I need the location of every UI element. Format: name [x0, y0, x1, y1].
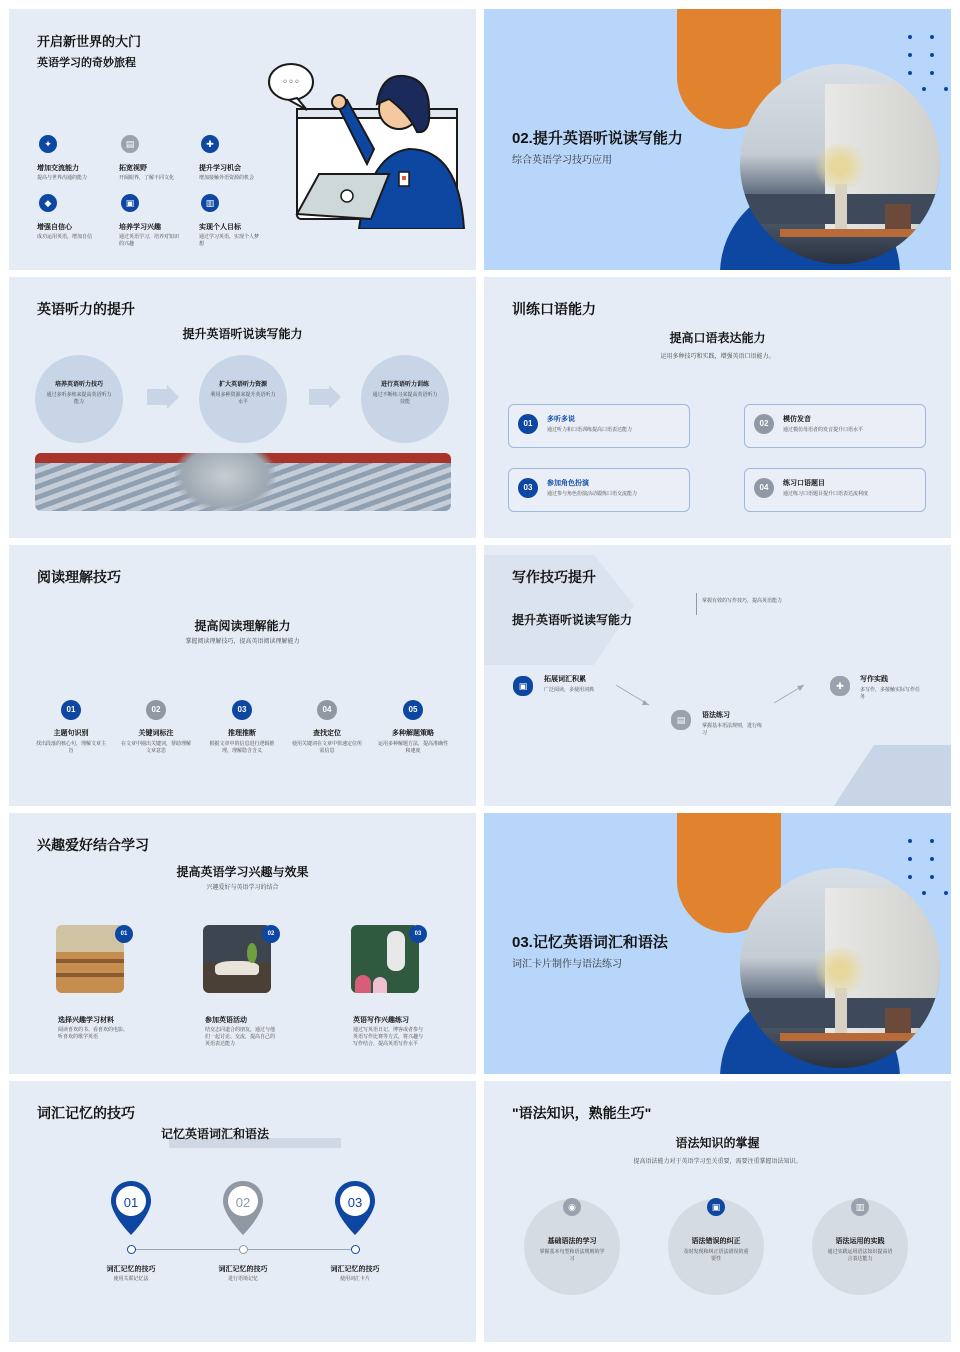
- s1-item-title: 增加交流能力: [37, 165, 79, 172]
- pin-desc: 使用词汇卡片: [339, 1276, 370, 1282]
- step-number: 05: [403, 700, 423, 720]
- slide8-title: 03.记忆英语词汇和语法: [512, 934, 668, 951]
- decor-dot: [930, 857, 934, 861]
- slide-4: [484, 277, 951, 538]
- slide5-desc: 掌握阅读理解技巧，提高英语阅读理解能力: [185, 639, 300, 645]
- clipboard-icon: ▤: [121, 135, 139, 153]
- photo-circle: [740, 64, 940, 264]
- card-title: 参加角色扮演: [547, 480, 589, 487]
- topic-desc: 通过实践运用语法知识提高语言表达能力: [827, 1249, 893, 1262]
- decor-dot: [930, 35, 934, 39]
- step-title: 查找定位: [313, 730, 341, 737]
- slide-7: [9, 813, 476, 1074]
- speech-bubble-dots: ◦◦◦: [282, 77, 300, 88]
- slide6-note: 掌握有效的写作技巧，提高英语能力: [702, 598, 783, 604]
- item-number: 03: [409, 925, 427, 943]
- slide9-title: 词汇记忆的技巧: [37, 1105, 135, 1121]
- step-title: 多种解题策略: [392, 730, 434, 737]
- slide6-subtitle: 提升英语听说读写能力: [512, 613, 633, 627]
- card-title: 多听多说: [547, 416, 575, 423]
- briefcase-icon: ▥: [851, 1198, 869, 1216]
- node-title: 语法练习: [702, 712, 730, 719]
- slide10-subtitle: 语法知识的掌握: [675, 1136, 760, 1150]
- decor-dot: [908, 35, 912, 39]
- timeline-node: [351, 1245, 360, 1254]
- slide-8: [484, 813, 951, 1074]
- slide7-title: 兴趣爱好结合学习: [37, 837, 149, 853]
- decor-dot: [930, 875, 934, 879]
- topic-title: 基础语法的学习: [547, 1238, 597, 1245]
- node-desc: 掌握基本语法规则，进行练习: [702, 723, 763, 736]
- item-number: 02: [262, 925, 280, 943]
- slide-3: [9, 277, 476, 538]
- image-icon: ▣: [513, 676, 533, 696]
- shield-icon: ◆: [39, 194, 57, 212]
- step-desc: 在文章中圈出关键词，帮助理解文章意思: [120, 741, 191, 754]
- step-arrow: [309, 389, 329, 405]
- pin-desc: 进行语境记忆: [227, 1276, 258, 1282]
- pin-title: 词汇记忆的技巧: [218, 1266, 268, 1273]
- book-icon: ▣: [121, 194, 139, 212]
- topic-title: 语法错误的纠正: [691, 1238, 741, 1245]
- step-title: 扩大英语听力资源: [218, 382, 267, 388]
- slide10-title: "语法知识，熟能生巧": [512, 1105, 652, 1121]
- decor-dot: [930, 53, 934, 57]
- printer-icon: ▤: [671, 710, 691, 730]
- slide-1: [9, 9, 476, 270]
- slide7-desc: 兴趣爱好与英语学习的结合: [206, 885, 279, 891]
- photo-circle: [740, 868, 940, 1068]
- item-number: 01: [115, 925, 133, 943]
- chat-icon: ✦: [39, 135, 57, 153]
- pin-number: 03: [347, 1195, 363, 1210]
- decor-dot: [922, 891, 926, 895]
- pin-number: 02: [235, 1195, 251, 1210]
- slide6-title: 写作技巧提升: [512, 569, 596, 585]
- s1-item-title: 提升学习机会: [199, 165, 241, 172]
- document-icon: ▥: [201, 194, 219, 212]
- step-title: 推理推断: [228, 730, 256, 737]
- decor-dot: [944, 891, 948, 895]
- slide8-subtitle: 词汇卡片制作与语法练习: [512, 959, 622, 970]
- step-number: 04: [317, 700, 337, 720]
- s1-item-title: 实现个人目标: [199, 224, 241, 231]
- step-title: 主题句识别: [53, 730, 89, 737]
- slide5-title: 阅读理解技巧: [37, 569, 121, 585]
- step-number: 03: [232, 700, 252, 720]
- slide-10: [484, 1081, 951, 1342]
- item-title: 参加英语活动: [205, 1017, 247, 1024]
- step-desc: 利用多种资源来提升英语听力水平: [210, 392, 276, 405]
- slide-9: [9, 1081, 476, 1342]
- step-number: 01: [61, 700, 81, 720]
- slide2-title: 02.提升英语听说读写能力: [512, 130, 683, 147]
- topic-desc: 及时发现和纠正语法错误的重要性: [683, 1249, 749, 1262]
- item-desc: 阅读喜欢的书、看喜欢的电影、听喜欢的歌学英语: [58, 1027, 129, 1040]
- slide-6: [484, 545, 951, 806]
- card-number: 02: [754, 414, 774, 434]
- decor-dot: [930, 839, 934, 843]
- step-desc: 通过不断练习来提高英语听力技能: [372, 392, 438, 405]
- pin-number: 01: [123, 1195, 139, 1210]
- step-arrow: [147, 389, 167, 405]
- s1-item-desc: 成功运用英语，增加自信: [37, 234, 93, 240]
- topic-desc: 掌握基本句型和语法规则的学习: [539, 1249, 605, 1262]
- card-number: 03: [518, 478, 538, 498]
- timeline-node: [127, 1245, 136, 1254]
- card-desc: 通过练习口语题目提升口语表达流利度: [783, 491, 869, 497]
- slide1-title: 开启新世界的大门: [37, 34, 142, 49]
- decor-dot: [944, 87, 948, 91]
- slide10-desc: 提高语法能力对于英语学习至关重要，需要注重掌握语法知识。: [633, 1159, 802, 1165]
- slide9-subtitle: 记忆英语词汇和语法: [161, 1127, 270, 1141]
- decor-dot: [908, 71, 912, 75]
- step-title: 进行英语听力训练: [380, 382, 429, 388]
- teacher-illustration: [259, 54, 469, 229]
- s1-item-desc: 增加接触外语资源的机会: [199, 175, 255, 181]
- flow-arrows: [484, 545, 951, 806]
- pin-desc: 使用关联记忆法: [113, 1276, 149, 1282]
- step-title: 培养英语听力技巧: [54, 382, 103, 388]
- step-number: 02: [146, 700, 166, 720]
- slide-2: [484, 9, 951, 270]
- node-title: 拓展词汇积累: [544, 676, 586, 683]
- item-title: 英语写作兴趣练习: [353, 1017, 409, 1024]
- slide4-title: 训练口语能力: [512, 301, 596, 317]
- step-desc: 通过多听多练来提高英语听力能力: [46, 392, 112, 405]
- step-title: 关键词标注: [138, 730, 174, 737]
- pin-title: 词汇记忆的技巧: [106, 1266, 156, 1273]
- puzzle-icon: ✚: [830, 676, 850, 696]
- card-title: 练习口语题目: [783, 480, 825, 487]
- s1-item-desc: 提高与世界沟通的能力: [37, 175, 88, 181]
- card-number: 04: [754, 478, 774, 498]
- decor-dot: [930, 71, 934, 75]
- slide7-subtitle: 提高英语学习兴趣与效果: [176, 865, 309, 879]
- step-arrow-head: [167, 385, 179, 409]
- s1-item-title: 培养学习兴趣: [119, 224, 161, 231]
- node-title: 写作实践: [860, 676, 888, 683]
- item-desc: 通过写英语日记、博客或者参与英语写作比赛等方式，将兴趣与写作结合，提高英语写作水平: [353, 1027, 424, 1047]
- slide2-subtitle: 综合英语学习技巧应用: [512, 155, 612, 166]
- decor-dot: [908, 875, 912, 879]
- book-photo: [203, 925, 271, 993]
- node-desc: 多写作，多接触实际写作任务: [860, 687, 921, 700]
- item-title: 选择兴趣学习材料: [58, 1017, 114, 1024]
- step-desc: 使用关键词在文章中快速定位所需信息: [291, 741, 362, 754]
- roof-photo: [35, 453, 451, 511]
- step-desc: 运用多种解题方法，提高准确性和速度: [377, 741, 448, 754]
- card-desc: 通过模仿母语者的发音提升口语水平: [783, 427, 864, 433]
- slide4-subtitle: 提高口语表达能力: [669, 331, 766, 345]
- slide1-subtitle: 英语学习的奇妙旅程: [37, 57, 136, 69]
- s1-item-desc: 开阔眼界，了解不同文化: [119, 175, 175, 181]
- slide5-subtitle: 提高阅读理解能力: [194, 619, 291, 633]
- node-desc: 广泛阅读，多使用词典: [544, 687, 595, 693]
- target-icon: ◉: [563, 1198, 581, 1216]
- step-arrow-head: [329, 385, 341, 409]
- s1-item-desc: 通过学习英语，实现个人梦想: [199, 234, 260, 247]
- decor-dot: [922, 87, 926, 91]
- s1-item-title: 增强自信心: [37, 224, 72, 231]
- card-desc: 通过参与角色扮演活动锻炼口语交流能力: [547, 491, 638, 497]
- image-icon: ▣: [707, 1198, 725, 1216]
- classroom-photo: [56, 925, 124, 993]
- decor-dot: [908, 857, 912, 861]
- decor-dot: [908, 839, 912, 843]
- slide-5: [9, 545, 476, 806]
- card-title: 模仿发音: [783, 416, 811, 423]
- card-number: 01: [518, 414, 538, 434]
- item-desc: 结交志同道合的朋友，通过与他们一起讨论、交流，提高自己的英语表达能力: [205, 1027, 276, 1047]
- step-desc: 找出段落的核心句，理解文章主旨: [35, 741, 106, 754]
- topic-title: 语法运用的实践: [835, 1238, 885, 1245]
- s1-item-title: 拓宽视野: [119, 165, 147, 172]
- puzzle-icon: ✚: [201, 135, 219, 153]
- s1-item-desc: 通过英语学习，培养对知识的兴趣: [119, 234, 180, 247]
- timeline-node: [239, 1245, 248, 1254]
- step-desc: 根据文章中的信息进行逻辑推理，理解隐含含义: [209, 741, 275, 754]
- decor-dot: [908, 53, 912, 57]
- card-desc: 通过听力和口语训练提高口语表达能力: [547, 427, 633, 433]
- slide4-desc: 运用多种技巧和实践，增强英语口语能力。: [660, 354, 775, 360]
- pin-title: 词汇记忆的技巧: [330, 1266, 380, 1273]
- slide3-subtitle: 提升英语听说读写能力: [182, 327, 303, 341]
- slide3-title: 英语听力的提升: [37, 301, 135, 317]
